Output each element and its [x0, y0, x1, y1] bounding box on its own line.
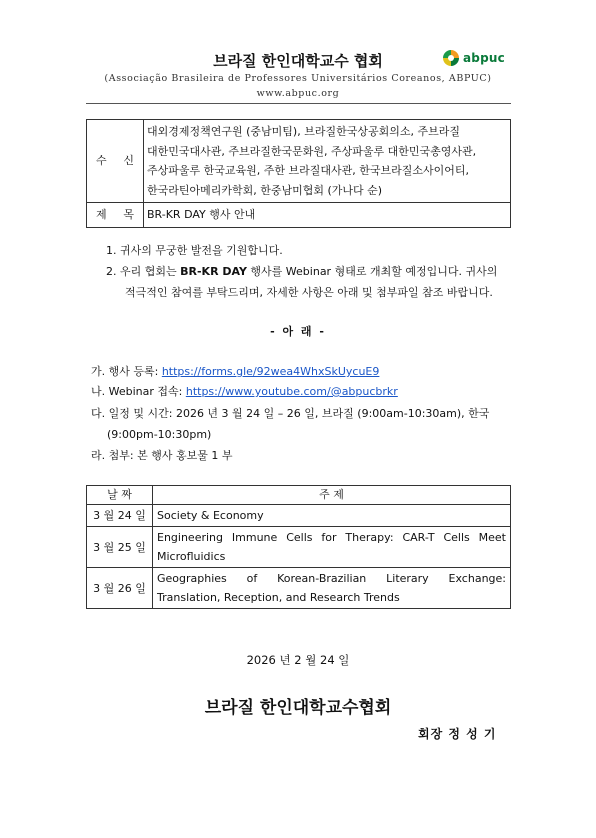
subject-label-char-2: 목	[123, 208, 134, 221]
recipients-line: 대외경제정책연구원 (중남미팀), 브라질한국상공회의소, 주브라질	[147, 125, 460, 138]
webinar-label: 나. Webinar 접속:	[91, 385, 186, 398]
recipients-table	[86, 119, 511, 228]
schedule-item-line-2: (9:00pm-10:30pm)	[107, 428, 212, 441]
president-signature: 회장 정 성 기	[418, 727, 497, 741]
schedule-topic: Engineering Immune Cells for Therapy: CAR-T Cells Meet Microfluidics	[153, 527, 511, 568]
recipients-line: 한국라틴아메리카학회, 한중남미협회 (가나다 순)	[147, 183, 383, 197]
subject-label-char-1: 제	[96, 208, 107, 221]
document-date: 2026 년 2 월 24 일	[246, 653, 350, 667]
paragraph-2-line-2: 적극적인 참여를 부탁드리며, 자세한 사항은 아래 및 첨부파일 참조 바랍니다.	[125, 286, 493, 299]
schedule-topic: Geographies of Korean-Brazilian Literary Exchange: Translation, Reception, and Research Trends	[153, 568, 511, 609]
paragraph-2-suffix: 행사를 Webinar 형태로 개최할 예정입니다. 귀사의	[246, 265, 498, 278]
recipients-line: 주상파울루 한국교육원, 주한 브라질대사관, 한국브라질소사이어티,	[147, 164, 470, 177]
subject-row	[87, 203, 511, 228]
schedule-date: 3 월 25 일	[87, 527, 153, 568]
recipients-line: 대한민국대사관, 주브라질한국문화원, 주상파울루 대한민국총영사관,	[147, 144, 477, 158]
organization-subtitle: (Associação Brasileira de Professores Universitários Coreanos, ABPUC)	[104, 73, 492, 84]
webinar-item	[91, 382, 398, 402]
topic-column-header: 주 제	[153, 486, 511, 505]
schedule-item: 다. 일정 및 시간: 2026 년 3 월 24 일 – 26 일, 브라질 (9:00am-10:30am), 한국	[91, 407, 490, 420]
schedule-table	[86, 485, 511, 609]
subject-value: BR-KR DAY 행사 안내	[144, 203, 511, 228]
abpuc-logo-icon	[441, 48, 461, 68]
section-title: - 아 래 -	[270, 325, 326, 338]
abpuc-logo	[441, 47, 505, 69]
registration-link[interactable]: https://forms.gle/92wea4WhxSkUycuE9	[161, 365, 380, 378]
paragraph-2	[106, 262, 516, 282]
recipients-list	[144, 120, 511, 203]
event-name: BR-KR DAY	[180, 265, 247, 278]
attachment-item: 라. 첨부: 본 행사 홍보물 1 부	[91, 449, 233, 462]
schedule-header-row	[87, 486, 511, 505]
recipients-label-char-2: 신	[123, 154, 134, 168]
table-row	[87, 568, 511, 609]
organization-website: www.abpuc.org	[256, 88, 340, 99]
organization-name: 브라질 한인대학교수협회	[204, 698, 392, 718]
date-column-header: 날 짜	[87, 486, 153, 505]
schedule-topic: Society & Economy	[153, 505, 511, 527]
paragraph-1: 1. 귀사의 무궁한 발전을 기원합니다.	[106, 244, 283, 257]
recipients-label-char-1: 수	[96, 154, 107, 168]
subject-label	[87, 203, 144, 228]
recipients-row	[87, 120, 511, 203]
registration-label: 가. 행사 등록:	[91, 365, 162, 378]
recipients-label	[87, 120, 144, 203]
paragraph-2-prefix: 2. 우리 협회는	[106, 265, 181, 278]
document-title: 브라질 한인대학교수 협회	[213, 52, 383, 70]
schedule-date: 3 월 26 일	[87, 568, 153, 609]
schedule-date: 3 월 24 일	[87, 505, 153, 527]
logo-text: abpuc	[463, 51, 505, 65]
table-row	[87, 527, 511, 568]
registration-item	[91, 362, 379, 382]
webinar-link[interactable]: https://www.youtube.com/@abpucbrkr	[185, 385, 398, 398]
header-divider	[86, 103, 511, 104]
table-row	[87, 505, 511, 527]
